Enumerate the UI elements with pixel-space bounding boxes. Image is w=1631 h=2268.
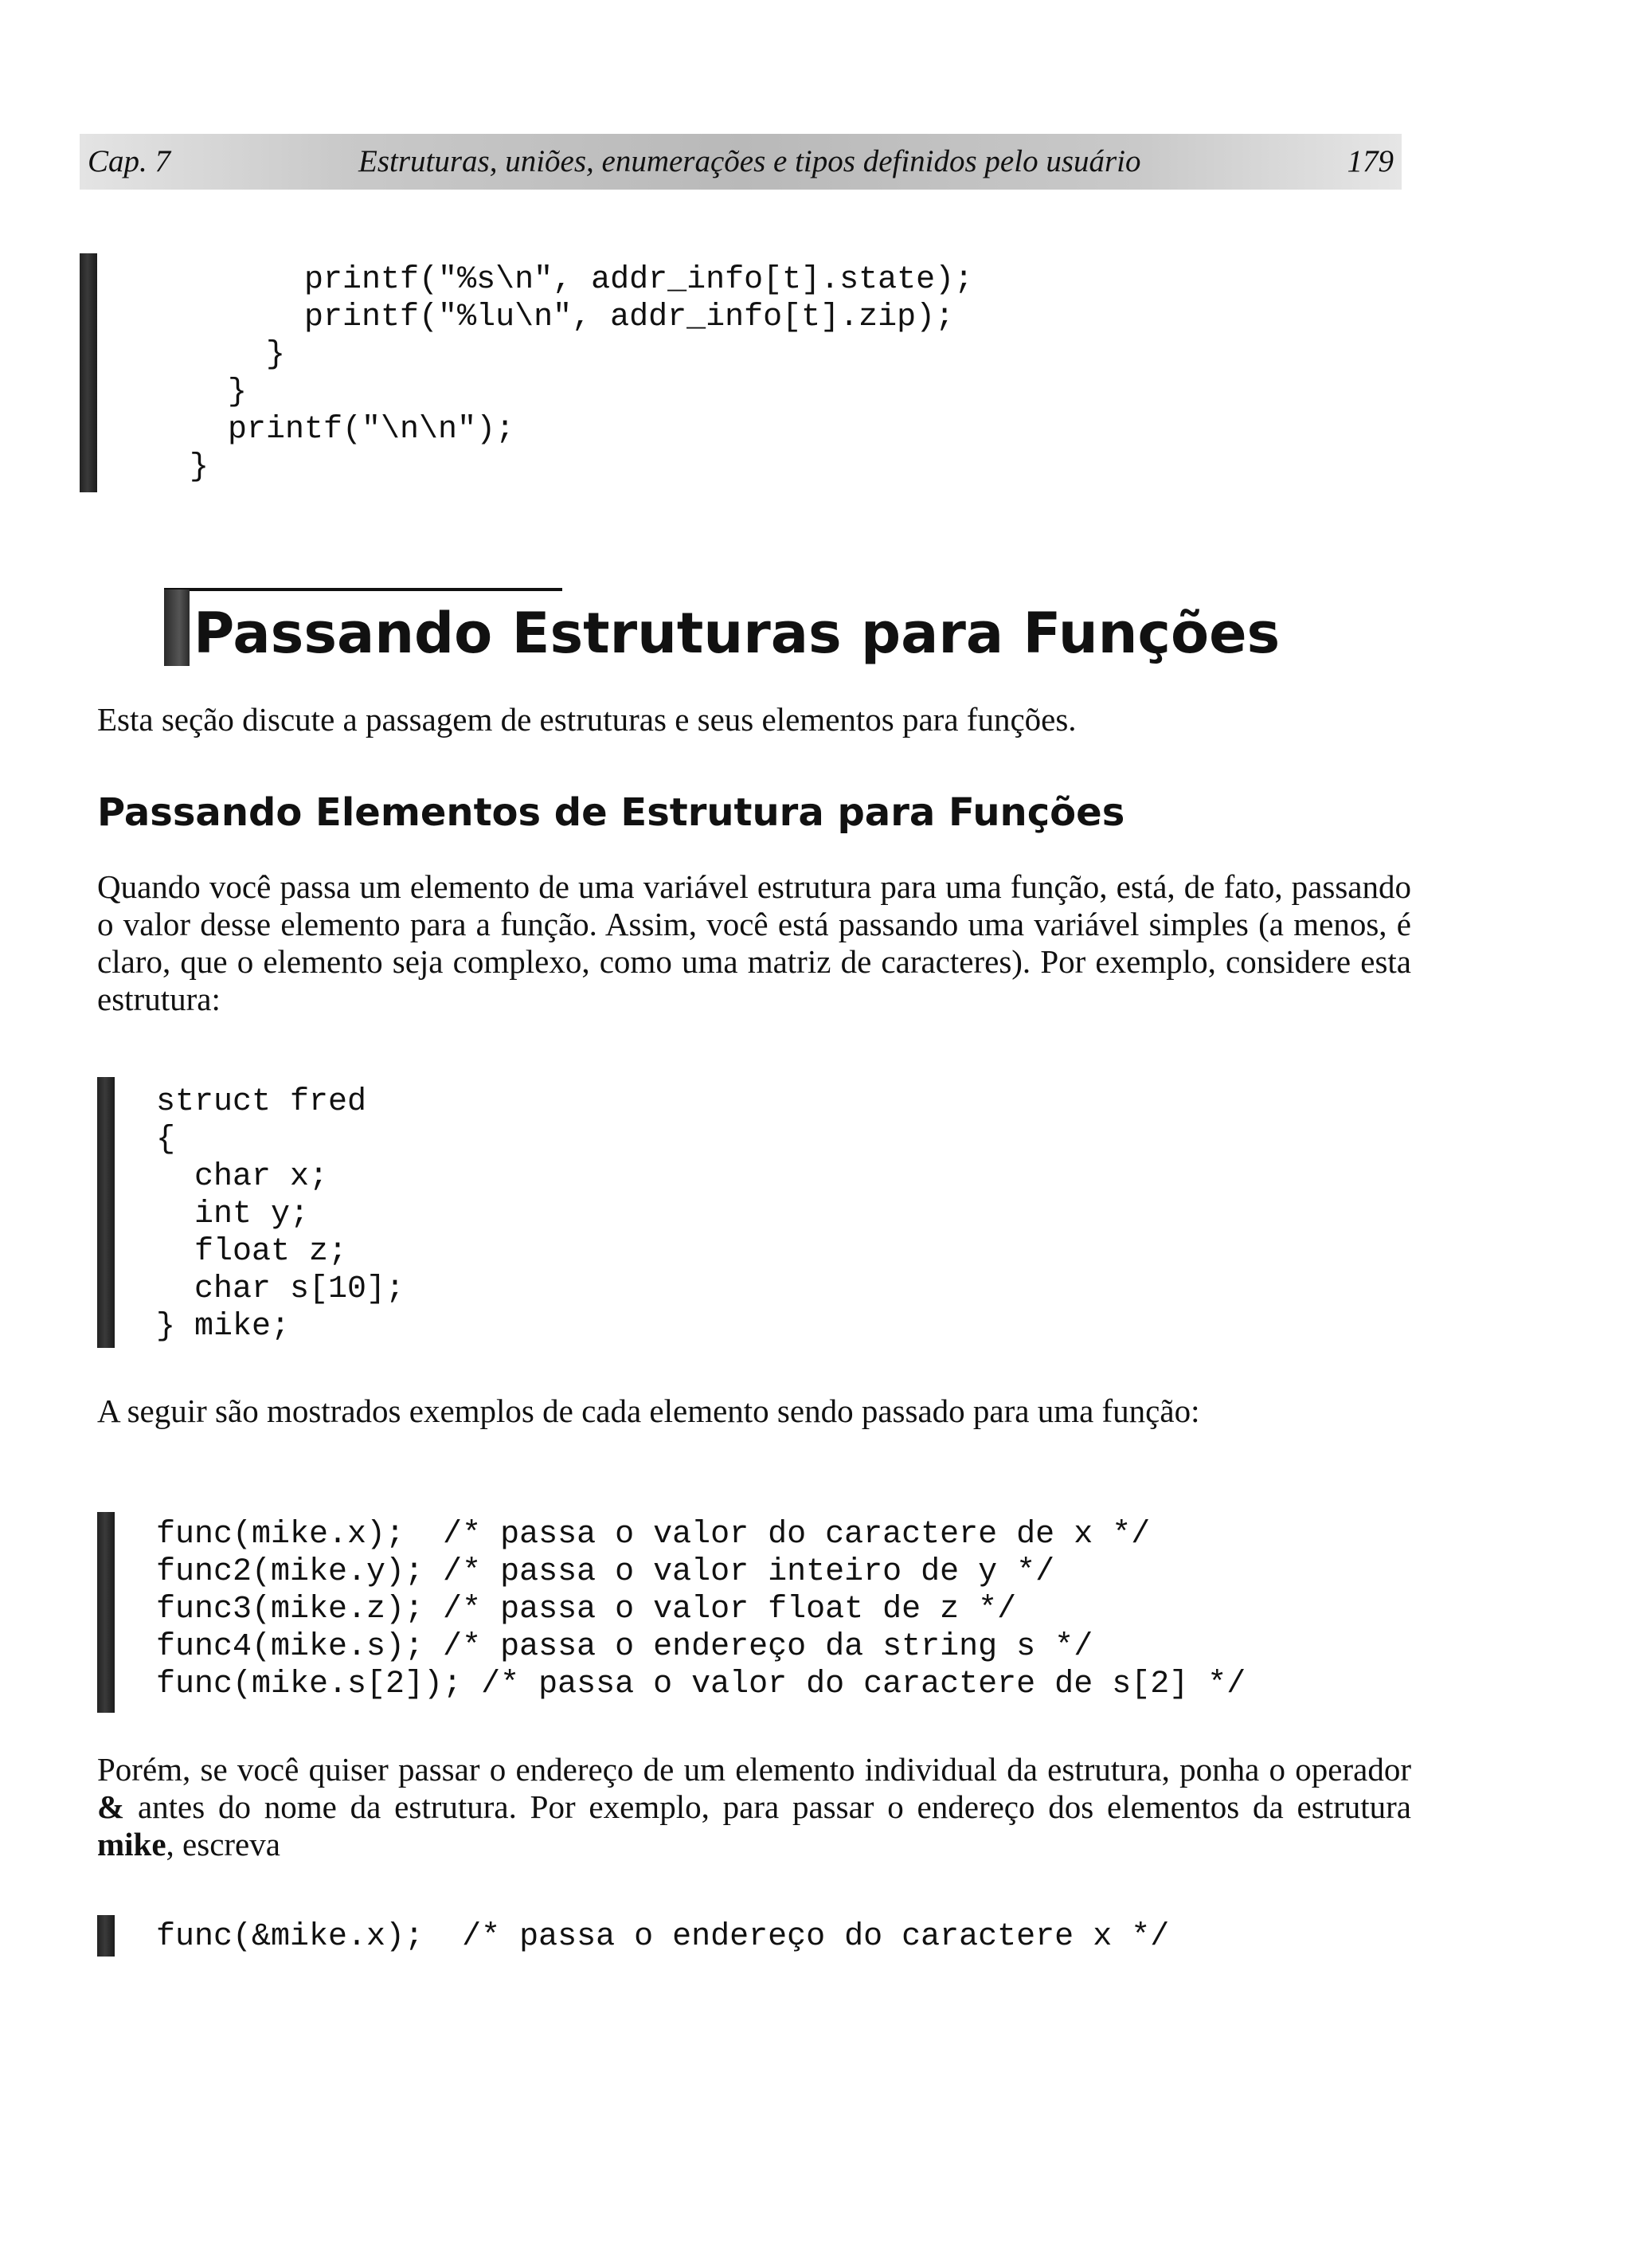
structure-name: mike: [97, 1826, 166, 1863]
paragraph-text: , escreva: [166, 1826, 280, 1863]
running-header: [80, 134, 1402, 190]
code-block-printf: printf("%s\n", addr_info[t].state); printf("%lu\n", addr_info[t].zip); } } printf("\n\n"); }: [190, 262, 974, 485]
code-block-function-calls: func(mike.x); /* passa o valor do caractere de x */ func2(mike.y); /* passa o valor inteiro de y */ func3(mike.z); /* passa o valor float de z */ func4(mike.s); /* passa o endereço da string s */ func(mike.s[2]); /* passa o valor do caractere de s[2] */: [156, 1517, 1246, 1702]
subsection-heading: Passando Elementos de Estrutura para Funções: [97, 790, 1125, 835]
section-heading-rule: [164, 588, 562, 591]
paragraph-text: antes do nome da estrutura. Por exemplo, para passar o endereço dos elementos da estrutura: [124, 1788, 1411, 1825]
code-block-marker: [97, 1077, 115, 1348]
paragraph-text: Porém, se você quiser passar o endereço de um elemento individual da estrutura, ponha o operador: [97, 1751, 1411, 1788]
code-block-struct: struct fred { char x; int y; float z; char s[10]; } mike;: [156, 1084, 405, 1345]
code-block-marker: [97, 1915, 115, 1957]
section-heading: Passando Estruturas para Funções: [194, 601, 1281, 666]
section-heading-marker: [164, 590, 190, 666]
section-intro: Esta seção discute a passagem de estruturas e seus elementos para funções.: [97, 701, 1077, 738]
address-operator: &: [97, 1788, 125, 1825]
paragraph-address-passing: [97, 1751, 1411, 1863]
page-number: 179: [1347, 144, 1394, 178]
code-block-marker: [80, 253, 97, 492]
paragraph-examples-intro: A seguir são mostrados exemplos de cada elemento sendo passado para uma função:: [97, 1393, 1200, 1429]
code-block-address: func(&mike.x); /* passa o endereço do caractere x */: [156, 1919, 1170, 1955]
paragraph-element-passing: Quando você passa um elemento de uma variável estrutura para uma função, está, de fato, passando o valor desse elemento para a função. Assim, você está passando uma variável simples (a menos, é claro, que o elemento seja complexo, como uma matriz de caracteres). Por exemplo, considere esta estrutura:: [97, 868, 1411, 1017]
chapter-title: Estruturas, uniões, enumerações e tipos definidos pelo usuário: [358, 144, 1141, 178]
code-block-marker: [97, 1512, 115, 1713]
chapter-label: Cap. 7: [88, 144, 171, 178]
